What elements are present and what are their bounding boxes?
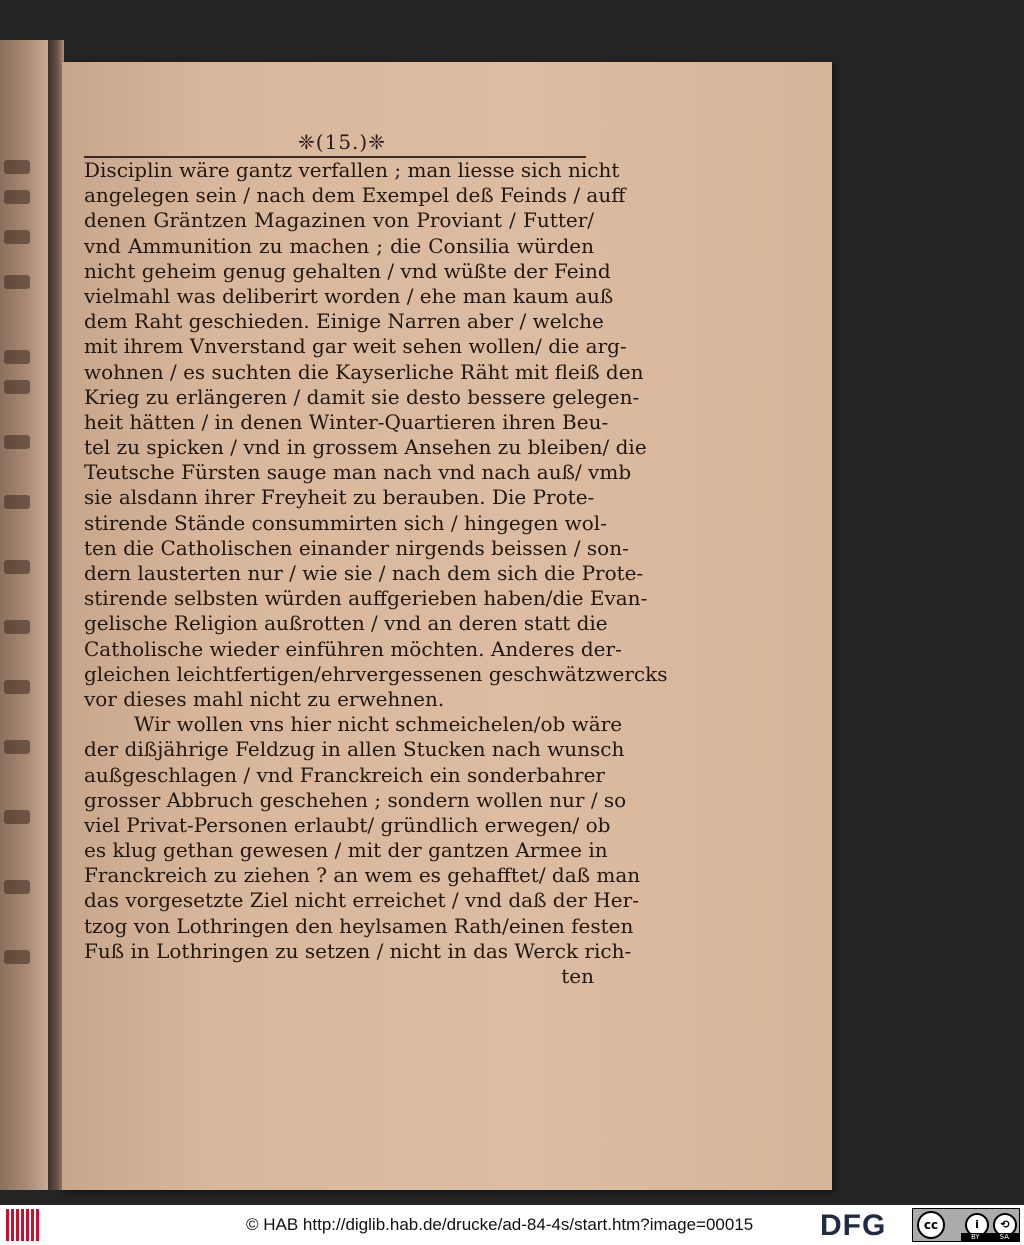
text-line: außgeschlagen / vnd Franckreich ein sonderbahrer bbox=[84, 762, 605, 787]
catchword: ten bbox=[561, 964, 594, 988]
text-line: tel zu spicken / vnd in grossem Ansehen zu bleiben/ die bbox=[84, 435, 647, 460]
text-line: angelegen sein / nach dem Exempel deß Feinds / auff bbox=[84, 183, 626, 208]
license-label-sa: SA bbox=[999, 1233, 1009, 1241]
text-line: vnd Ammunition zu machen ; die Consilia würden bbox=[84, 233, 594, 258]
text-line: dem Raht geschieden. Einige Narren aber / welche bbox=[84, 309, 604, 334]
cc-license-badge[interactable] bbox=[912, 1208, 1020, 1242]
page-number-header: ❈(15.)❈ bbox=[298, 130, 386, 154]
text-line: ten die Catholischen einander nirgends beissen / son- bbox=[84, 535, 629, 560]
page-text bbox=[84, 158, 668, 989]
text-line: stirende selbsten würden auffgerieben haben/die Evan- bbox=[84, 586, 648, 611]
text-line: Fuß in Lothringen zu setzen / nicht in das Werck rich- bbox=[84, 938, 632, 963]
text-line: nicht geheim genug gehalten / vnd wüßte der Feind bbox=[84, 258, 611, 283]
text-line: stirende Stände consummirten sich / hingegen wol- bbox=[84, 510, 607, 535]
text-line: das vorgesetzte Ziel nicht erreichet / vnd daß der Her- bbox=[84, 888, 639, 913]
license-label-by: BY bbox=[970, 1233, 980, 1241]
text-line: tzog von Lothringen den heylsamen Rath/einen festen bbox=[84, 913, 634, 938]
share-alike-icon: ⟲ bbox=[993, 1213, 1017, 1237]
text-line: sie alsdann ihrer Freyheit zu berauben. Die Prote- bbox=[84, 485, 595, 510]
text-line: gelische Religion außrotten / vnd an deren statt die bbox=[84, 611, 608, 636]
text-line: Disciplin wäre gantz verfallen ; man liesse sich nicht bbox=[84, 158, 620, 182]
text-line: der dißjährige Feldzug in allen Stucken nach wunsch bbox=[84, 737, 625, 762]
footer-bar bbox=[0, 1205, 1024, 1245]
text-line: Catholische wieder einführen möchten. Anderes der- bbox=[84, 636, 622, 661]
text-line: Krieg zu erlängeren / damit sie desto bessere gelegen- bbox=[84, 384, 640, 409]
text-line: vielmahl was deliberirt worden / ehe man kaum auß bbox=[84, 283, 614, 308]
text-line: viel Privat-Personen erlaubt/ gründlich erwegen/ ob bbox=[84, 812, 611, 837]
text-line: grosser Abbruch geschehen ; sondern wollen nur / so bbox=[84, 787, 627, 812]
source-url[interactable]: © HAB http://diglib.hab.de/drucke/ad-84-4s/start.htm?image=00015 bbox=[246, 1215, 754, 1234]
text-line: Teutsche Fürsten sauge man nach vnd nach auß/ vmb bbox=[84, 460, 632, 485]
attribution-icon: i bbox=[965, 1213, 989, 1237]
text-line: vor dieses mahl nicht zu erwehnen. bbox=[84, 686, 445, 711]
text-line: es klug gethan gewesen / mit der gantzen Armee in bbox=[84, 838, 608, 863]
text-line: dern lausterten nur / wie sie / nach dem sich die Prote- bbox=[84, 561, 644, 585]
text-line: heit hätten / in denen Winter-Quartieren ihren Beu- bbox=[84, 409, 609, 434]
text-line: mit ihrem Vnverstand gar weit sehen wollen/ die arg- bbox=[84, 334, 627, 359]
text-line: Franckreich zu ziehen ? an wem es gehafftet/ daß man bbox=[84, 863, 641, 888]
text-line: denen Gräntzen Magazinen von Proviant / Futter/ bbox=[84, 208, 594, 233]
dfg-logo: DFG bbox=[820, 1209, 887, 1242]
cc-icon: cc bbox=[917, 1211, 945, 1239]
text-line: wohnen / es suchten die Kayserliche Räht mit fleiß den bbox=[84, 359, 644, 384]
license-labels bbox=[961, 1233, 1019, 1241]
text-line: gleichen leichtfertigen/ehrvergessenen geschwätzwercks bbox=[84, 661, 668, 686]
text-line: Wir wollen vns hier nicht schmeichelen/ob wäre bbox=[134, 712, 623, 737]
facing-page-edge bbox=[0, 40, 48, 1190]
barcode-icon bbox=[6, 1209, 40, 1241]
